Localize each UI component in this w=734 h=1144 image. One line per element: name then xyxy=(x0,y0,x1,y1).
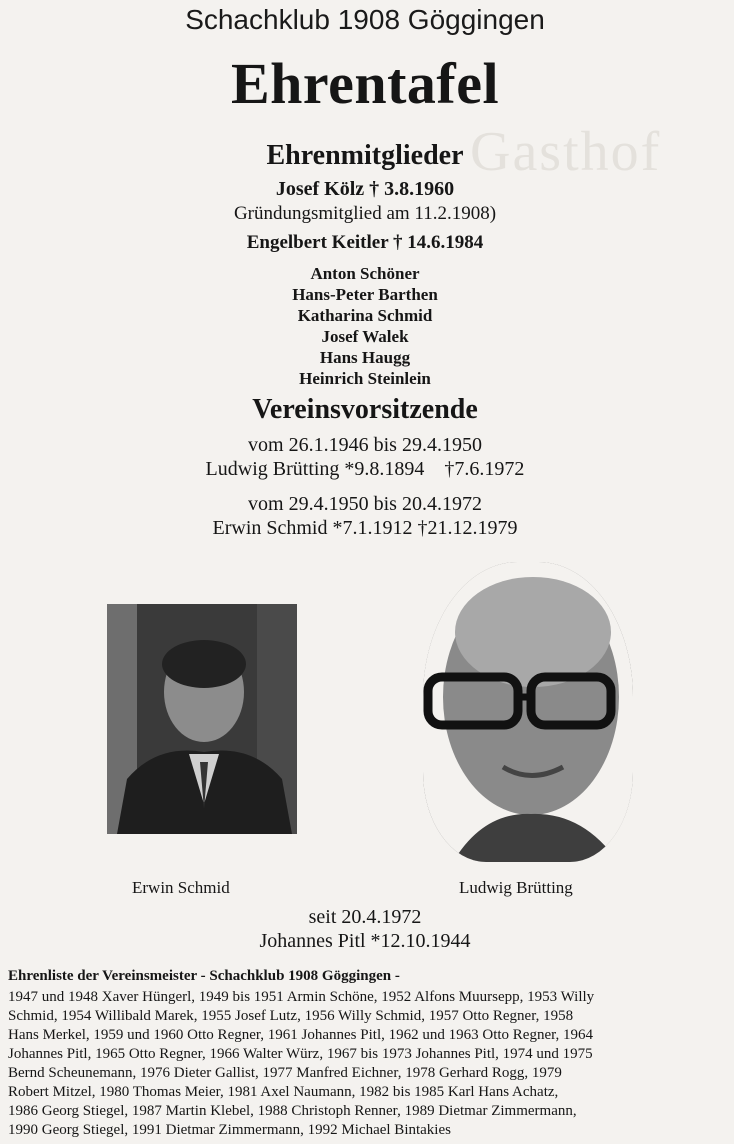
member-list-item: Anton Schöner xyxy=(310,264,420,283)
background-faded-text: Gasthof xyxy=(470,121,662,183)
ehrenliste-line: Hans Merkel, 1959 und 1960 Otto Regner, 1961 Johannes Pitl, 1962 und 1963 Otto Regner, 1964 xyxy=(8,1027,593,1043)
member-list-item: Josef Walek xyxy=(321,327,409,346)
page-title: Ehrentafel xyxy=(230,51,500,116)
ehrenliste-line: 1990 Georg Stiegel, 1991 Dietmar Zimmermann, 1992 Michael Bintakies xyxy=(8,1122,451,1138)
chair-person-1: Ludwig Brütting *9.8.1894 †7.6.1972 xyxy=(205,458,525,480)
member-list-item: Hans Haugg xyxy=(319,348,411,367)
chair-period-3: seit 20.4.1972 xyxy=(308,906,422,928)
ehrenliste-line: 1947 und 1948 Xaver Hüngerl, 1949 bis 1951 Armin Schöne, 1952 Alfons Muursepp, 1953 Willy xyxy=(8,989,595,1005)
erwin-schmid-photo xyxy=(107,604,297,834)
member-list-item: Heinrich Steinlein xyxy=(299,369,431,388)
chair-person-2: Erwin Schmid *7.1.1912 †21.12.1979 xyxy=(212,517,518,539)
club-name: Schachklub 1908 Göggingen xyxy=(185,4,545,35)
ehrenliste-line: Bernd Scheunemann, 1976 Dieter Gallist, 1977 Manfred Eichner, 1978 Gerhard Rogg, 1979 xyxy=(8,1065,562,1081)
chair-person-3: Johannes Pitl *12.10.1944 xyxy=(259,930,471,952)
ehrenliste-title: Ehrenliste der Vereinsmeister - Schachklub 1908 Göggingen - xyxy=(8,968,400,984)
ehrenliste-text xyxy=(8,988,730,1140)
member-list-item: Hans-Peter Barthen xyxy=(292,285,438,304)
ehrenmitglieder-heading: Ehrenmitglieder xyxy=(266,140,464,171)
vereinsvorsitzende-heading: Vereinsvorsitzende xyxy=(252,394,478,425)
portrait-figure-icon xyxy=(423,562,633,862)
chair-period-2: vom 29.4.1950 bis 20.4.1972 xyxy=(248,493,482,515)
portrait-figure-icon xyxy=(107,604,297,834)
chair-period-1: vom 26.1.1946 bis 29.4.1950 xyxy=(248,434,482,456)
ludwig-bruetting-photo xyxy=(423,562,633,862)
member-engelbert-keitler: Engelbert Keitler † 14.6.1984 xyxy=(246,232,484,253)
ehrenliste-line: Schmid, 1954 Willibald Marek, 1955 Josef Lutz, 1956 Willy Schmid, 1957 Otto Regner, 1958 xyxy=(8,1008,574,1024)
erwin-schmid-caption: Erwin Schmid xyxy=(132,878,230,897)
member-josef-koelz-note: Gründungsmitglied am 11.2.1908) xyxy=(233,203,497,224)
member-josef-koelz: Josef Kölz † 3.8.1960 xyxy=(275,178,455,200)
ehrenliste-line: Robert Mitzel, 1980 Thomas Meier, 1981 Axel Naumann, 1982 bis 1985 Karl Hans Achatz, xyxy=(8,1084,559,1100)
ehrenliste-line: Johannes Pitl, 1965 Otto Regner, 1966 Walter Würz, 1967 bis 1973 Johannes Pitl, 1974 und 1975 xyxy=(8,1046,593,1062)
ehrenliste-line: 1986 Georg Stiegel, 1987 Martin Klebel, 1988 Christoph Renner, 1989 Dietmar Zimmermann, xyxy=(8,1103,577,1119)
member-list-item: Katharina Schmid xyxy=(297,306,433,325)
ludwig-bruetting-caption: Ludwig Brütting xyxy=(459,878,573,897)
